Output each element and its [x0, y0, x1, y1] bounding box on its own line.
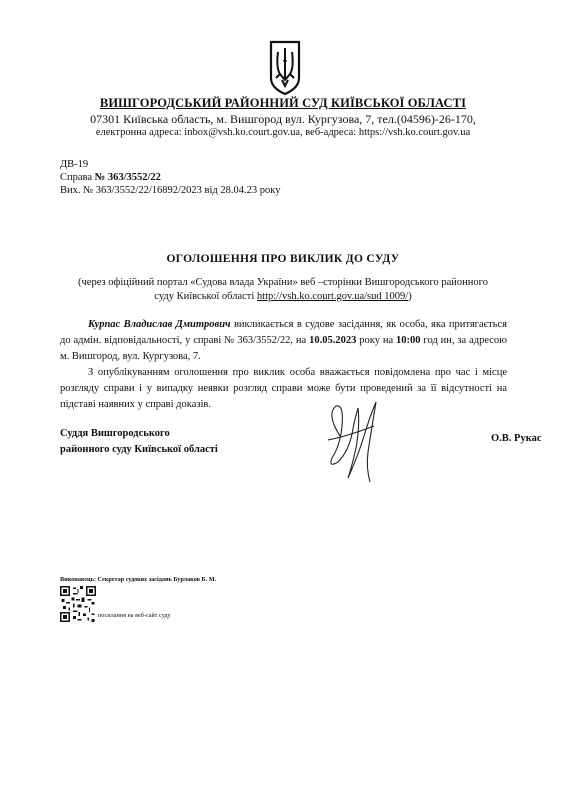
- court-name: ВИШГОРОДСЬКИЙ РАЙОННИЙ СУД КИЇВСЬКОЇ ОБЛАСТІ: [99, 96, 467, 110]
- summons-text-1: викликається в судове засідання, як особа, яка притягається до адмін. відповідальності, у справі № 363/3552/22, на: [60, 319, 507, 346]
- outgoing-number: Вих. № 363/3552/22/16892/2023 від 28.04.23 року: [60, 185, 281, 196]
- qr-code-icon[interactable]: [60, 586, 96, 622]
- summons-text-3: год ин, за адресою м. Вишгород, вул. Кургузова, 7.: [60, 335, 508, 362]
- case-line: [60, 171, 161, 184]
- notice-title: ОГОЛОШЕННЯ ПРО ВИКЛИК ДО СУДУ: [166, 253, 400, 265]
- subtitle-suffix: ): [408, 291, 412, 302]
- notice-subtitle-line2: [0, 291, 566, 302]
- notice-subtitle-line1: (через офіційний портал «Судова влада України» веб –сторінки Вишгородського районного: [78, 277, 488, 288]
- handwritten-signature: [318, 396, 388, 491]
- court-portal-link[interactable]: http://vsh.ko.court.gov.ua/sud 1009/: [256, 291, 409, 302]
- coat-of-arms-icon: [268, 40, 302, 96]
- qr-caption: посилання на веб-сайт суду: [98, 612, 171, 619]
- court-address: 07301 Київська область, м. Вишгород вул. Кургузова, 7, тел.(04596)-26-170,: [90, 112, 476, 126]
- case-number: № 363/3552/22: [94, 172, 161, 183]
- hearing-time: 10:00: [396, 335, 421, 346]
- judge-role-line1: Суддя Вишгородського: [60, 428, 170, 439]
- summons-paragraph: [60, 317, 507, 365]
- judge-role-line2: районного суду Київської області: [60, 444, 218, 455]
- form-code: ДВ-19: [60, 159, 89, 170]
- subtitle-prefix: суду Київської області: [154, 291, 257, 302]
- person-name: Курпас Владислав Дмитрович: [88, 319, 231, 330]
- hearing-date: 10.05.2023: [309, 335, 357, 346]
- notice-paragraph: З опублікуванням оголошення про виклик особа вважається повідомлена про час і місце розгляду справи і у випадку неявки розгляд справи може бути проведений за її відсутності на підставі наявних у справі доказів.: [60, 367, 507, 410]
- case-prefix: Справа: [60, 172, 95, 183]
- judge-name: О.В. Рукас: [491, 433, 542, 444]
- summons-text-2: року на: [356, 335, 397, 346]
- court-contacts: електронна адреса: inbox@vsh.ko.court.gov.ua, веб-адреса: https://vsh.ko.court.gov.ua: [95, 127, 471, 138]
- executor-line: Виконавець: Секретар судових засідань Бурлаков Б. М.: [60, 576, 217, 583]
- judge-role: [60, 426, 218, 458]
